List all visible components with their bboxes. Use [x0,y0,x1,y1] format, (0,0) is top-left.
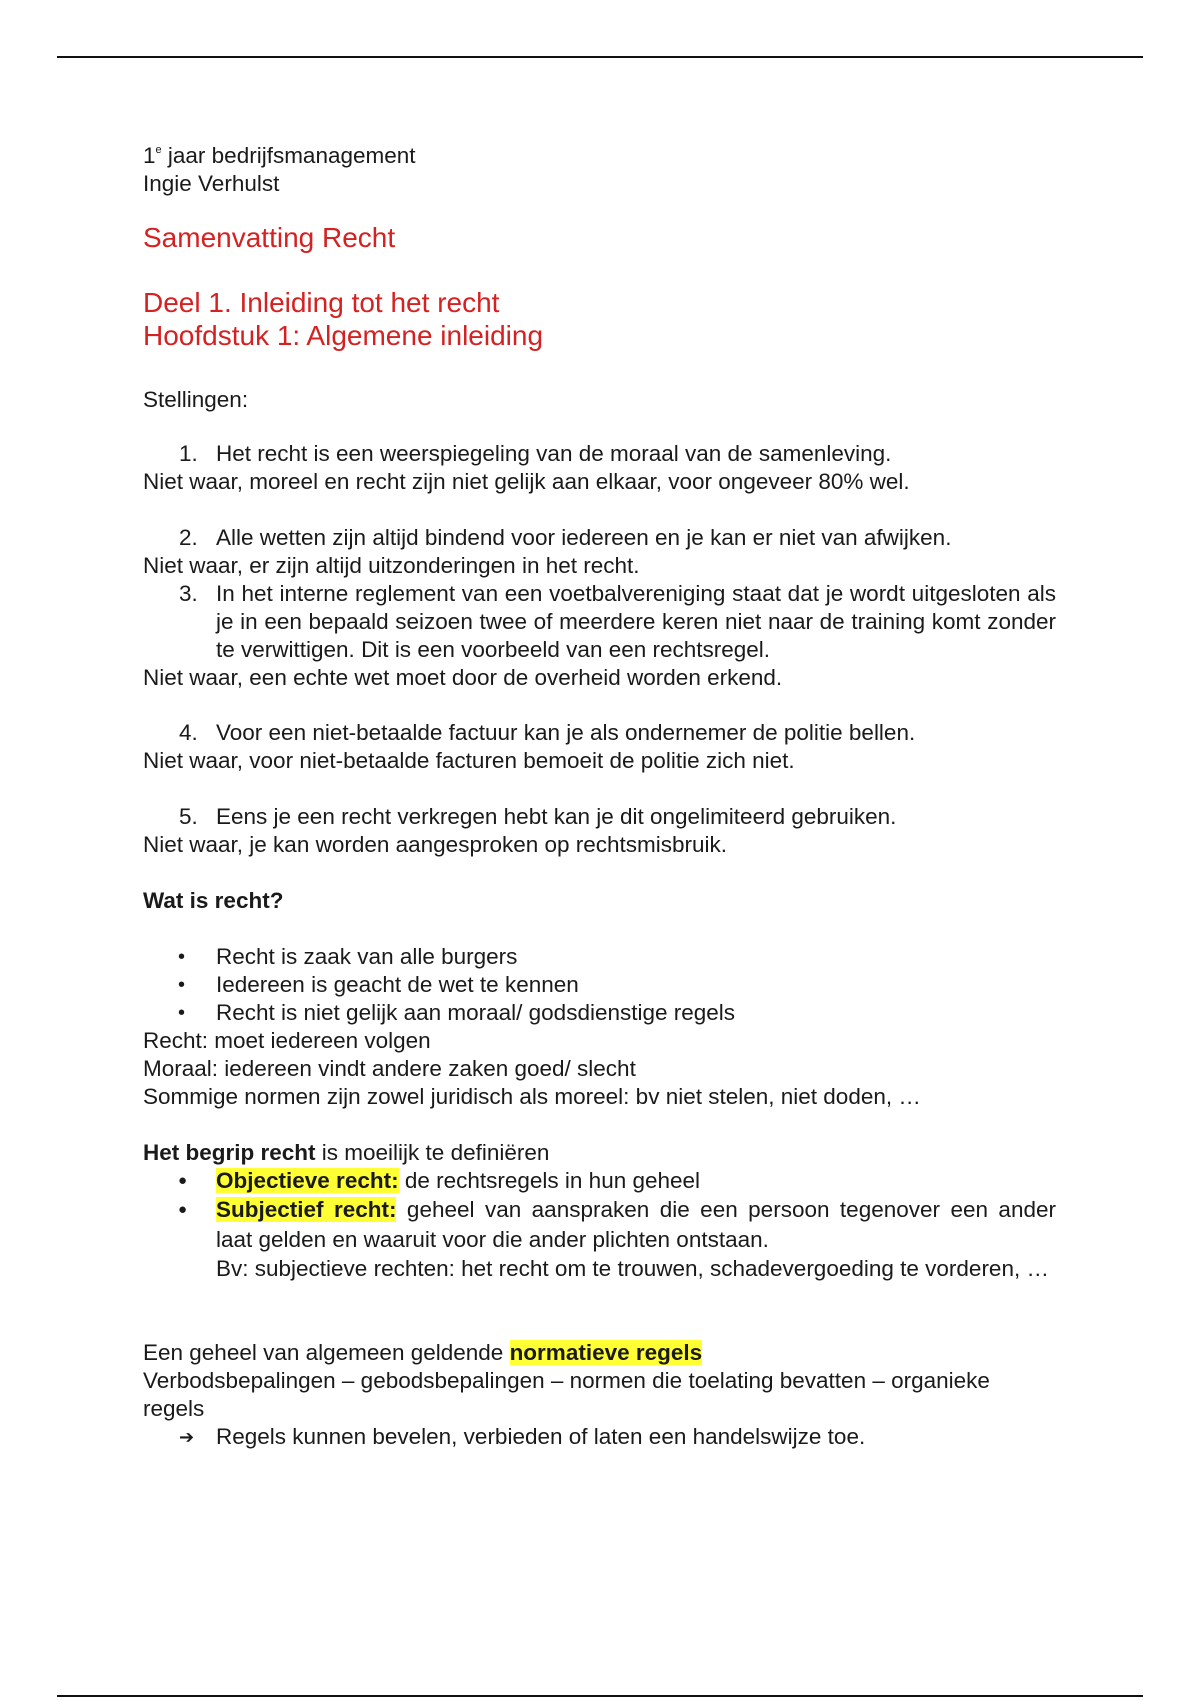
begrip-line: Het begrip recht is moeilijk te definiëren [143,1140,550,1165]
document-page [143,142,1056,1451]
list-item: • Recht is niet gelijk aan moraal/ godsdienstige regels [178,1000,736,1025]
statement-answer: Niet waar, een echte wet moet door de overheid worden erkend. [143,665,783,690]
arrow-right-icon: ➔ [179,1427,195,1447]
statement-answer: Niet waar, er zijn altijd uitzonderingen in het recht. [143,553,640,578]
statement-answer: Niet waar, voor niet-betaalde facturen bemoeit de politie zich niet. [143,748,795,773]
example-text: Bv: subjectieve rechten: het recht om te trouwen, schadevergoeding te vorderen, … [216,1256,1049,1281]
course-line: 1e jaar bedrijfsmanagement [143,143,416,168]
stellingen-label: Stellingen: [143,387,249,412]
part-heading: Deel 1. Inleiding tot het recht [143,287,500,318]
chapter-heading: Hoofdstuk 1: Algemene inleiding [143,320,544,351]
definition-line: Recht: moet iedereen volgen [143,1028,431,1053]
normatief-line: Een geheel van algemeen geldende normatieve regels [143,1340,703,1365]
header-rule [57,56,1143,58]
statement-item: 4. Voor een niet-betaalde factuur kan je als ondernemer de politie bellen. [179,720,916,745]
definition-line: Moraal: iedereen vindt andere zaken goed/ slecht [143,1056,636,1081]
statement-item: 2. Alle wetten zijn altijd bindend voor iedereen en je kan er niet van afwijken. [179,525,952,550]
statement-item: 3. In het interne reglement van een voetbalvereniging staat dat je wordt uitgesloten als je in een bepaald seizoen twee of meerdere keren niet naar de training komt zonder te verwittigen. Dit is een voorbeeld van een rechtsregel. [179,581,1056,662]
bullet-icon: • [178,946,186,968]
footer-rule [57,1695,1143,1697]
bullet-icon: ● [178,1172,188,1189]
list-item: • Recht is zaak van alle burgers [178,944,518,969]
bullet-icon: • [178,974,186,996]
statement-item: 5. Eens je een recht verkregen hebt kan je dit ongelimiteerd gebruiken. [179,804,897,829]
arrow-item: ➔ Regels kunnen bevelen, verbieden of laten een handelswijze toe. [179,1424,866,1449]
statement-answer: Niet waar, je kan worden aangesproken op rechtsmisbruik. [143,832,728,857]
list-item: • Iedereen is geacht de wet te kennen [178,972,579,997]
section-heading-wat-is-recht: Wat is recht? [143,888,284,913]
list-item: ● Subjectief recht: geheel van aanspraken die een persoon tegenover een ander laat gelden en waaruit voor die ander plichten ontstaan. [178,1197,1056,1252]
statement-answer: Niet waar, moreel en recht zijn niet gelijk aan elkaar, voor ongeveer 80% wel. [143,469,910,494]
document-title: Samenvatting Recht [143,222,396,253]
definition-line: Sommige normen zijn zowel juridisch als moreel: bv niet stelen, niet doden, … [143,1084,921,1109]
statement-item: 1. Het recht is een weerspiegeling van de moraal van de samenleving. [179,441,892,466]
rule-types-line: Verbodsbepalingen – gebodsbepalingen – normen die toelating bevatten – organieke regels [143,1368,990,1421]
bullet-icon: ● [178,1201,188,1218]
bullet-icon: • [178,1002,186,1024]
author-line: Ingie Verhulst [143,171,280,196]
list-item: ● Objectieve recht: de rechtsregels in hun geheel [178,1168,701,1193]
